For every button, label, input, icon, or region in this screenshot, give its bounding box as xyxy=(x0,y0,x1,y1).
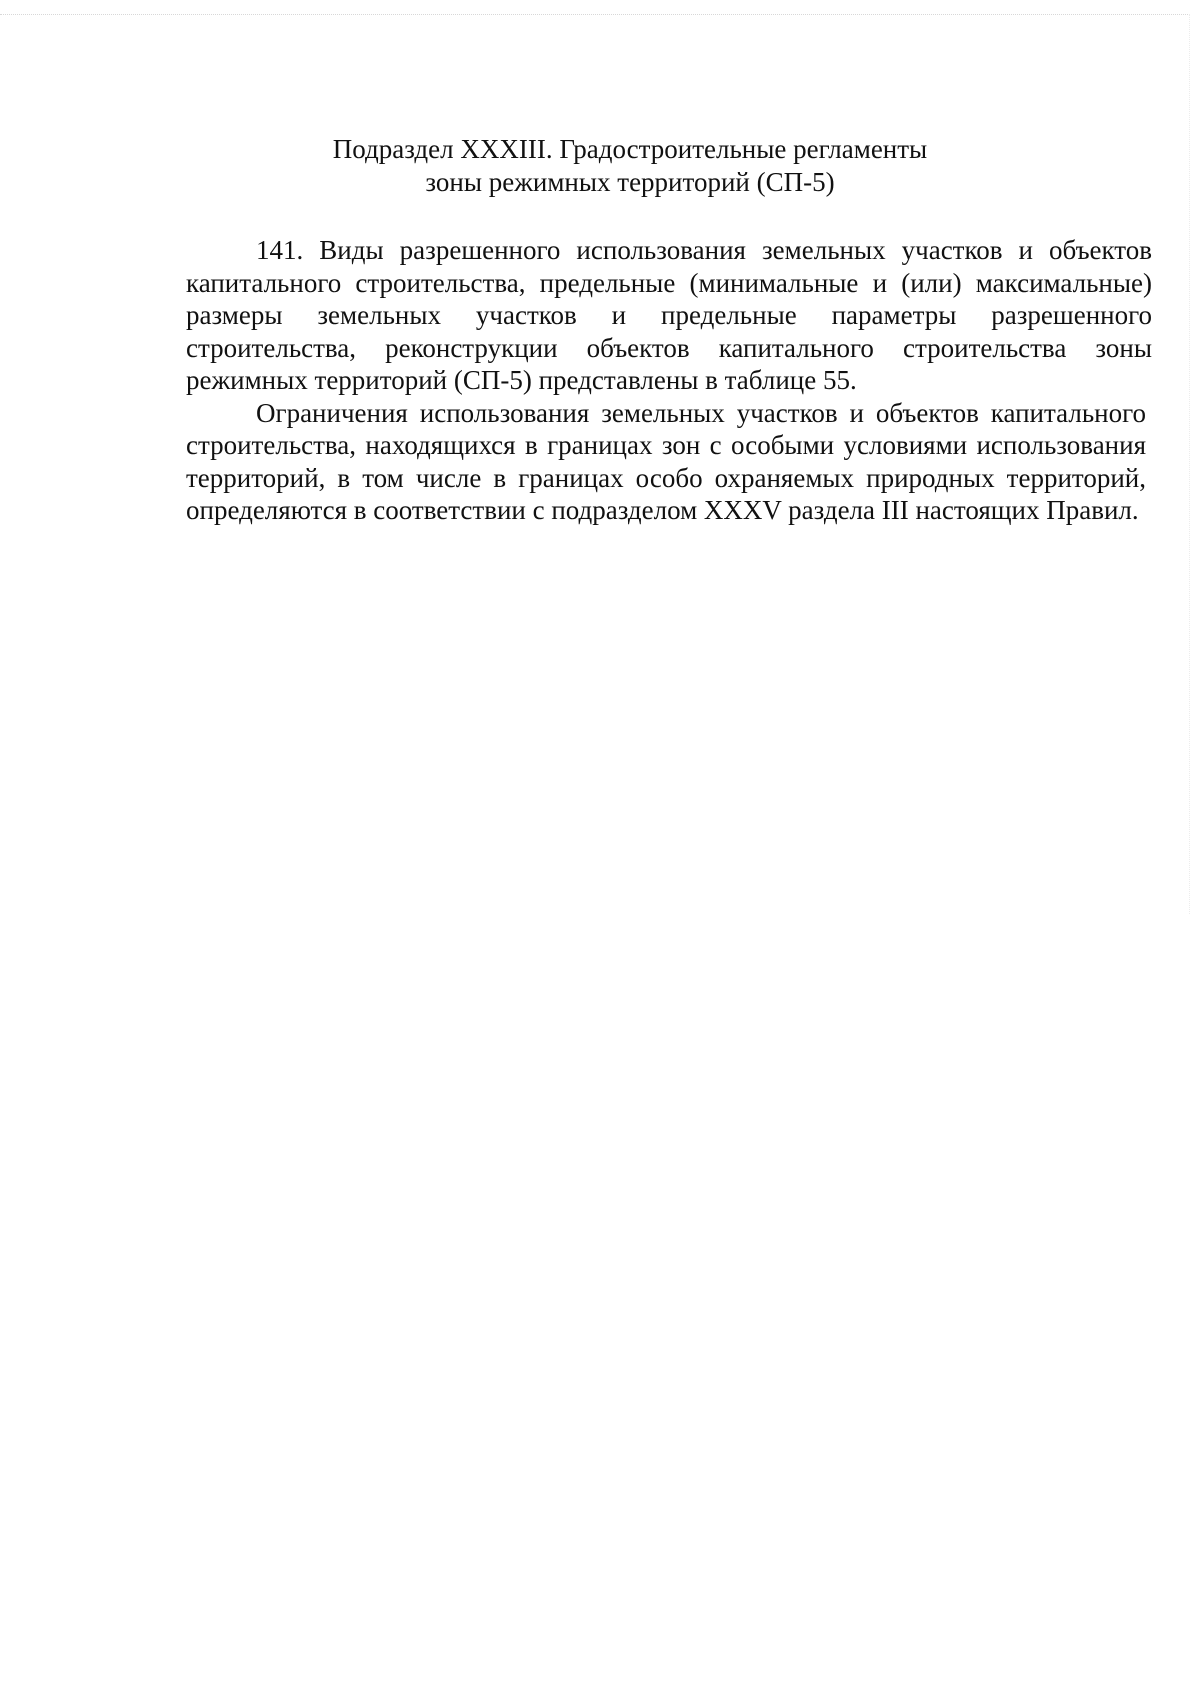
section-heading xyxy=(180,133,1080,199)
scan-edge-right xyxy=(1189,14,1190,914)
heading-line-1: Подраздел XXXIII. Градостроительные регламенты xyxy=(332,134,928,164)
scan-edge-top xyxy=(0,14,1190,15)
heading-line-2: зоны режимных территорий (СП-5) xyxy=(425,167,835,197)
document-body xyxy=(186,234,1152,527)
paragraph-restrictions: Ограничения использования земельных участков и объектов капитального строительства, находящихся в границах зон с особыми условиями использования территорий, в том числе в границах особо охраняемых природных территорий, определяются в соответствии с подразделом XXXV раздела III настоящих Правил. xyxy=(186,397,1146,525)
paragraph-141: 141. Виды разрешенного использования земельных участков и объектов капитального строительства, предельные (минимальные и (или) максимальные) размеры земельных участков и предельные параметры разрешенного строительства, реконструкции объектов капитального строительства зоны режимных территорий (СП-5) представлены в таблице 55. xyxy=(186,235,1152,395)
